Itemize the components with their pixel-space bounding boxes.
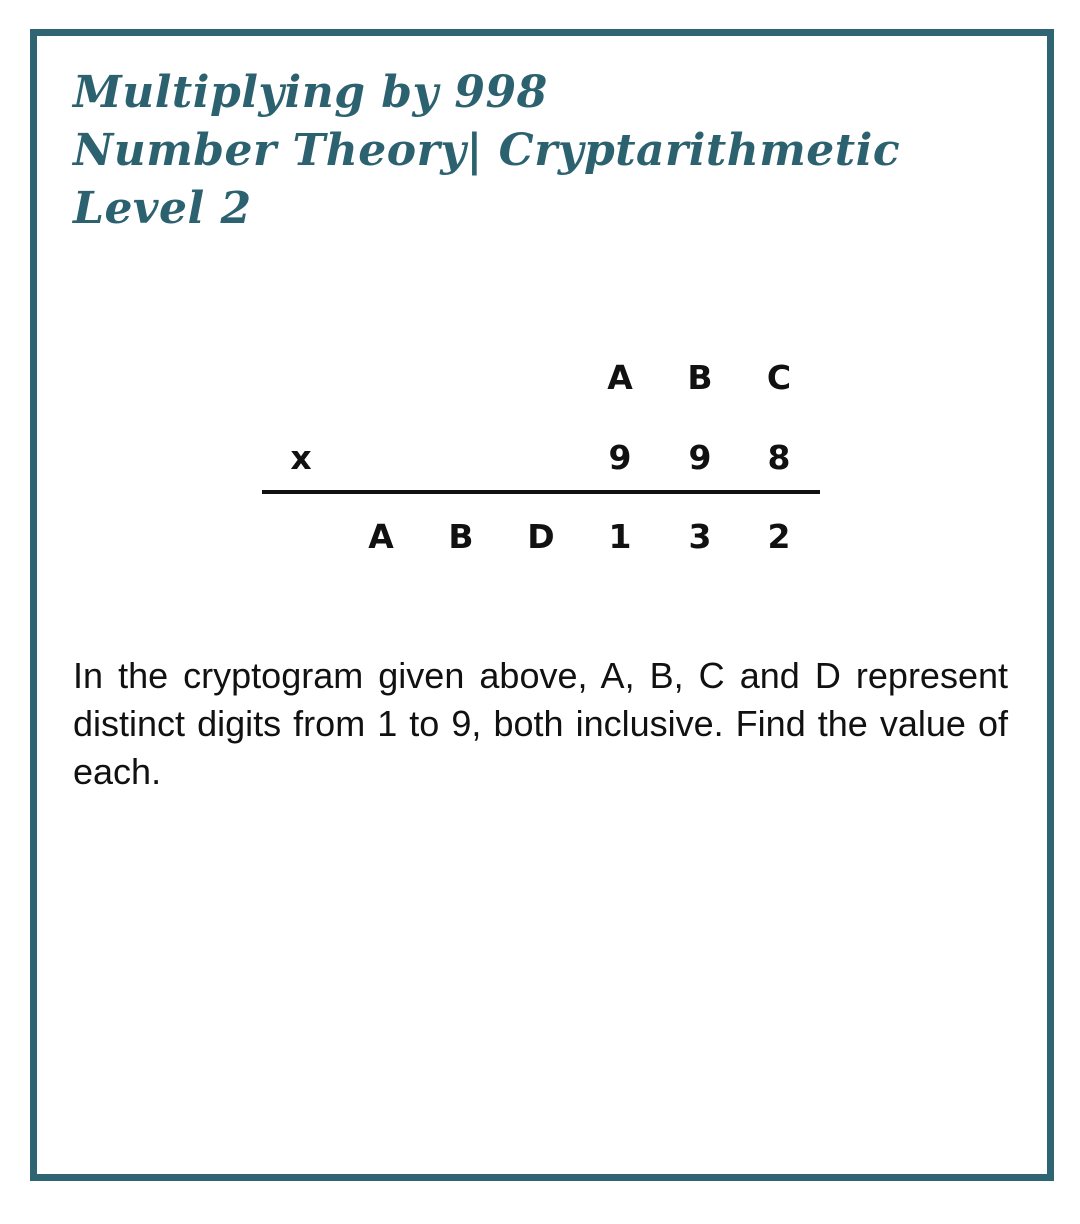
page-title: Multiplying by 998 [73, 67, 548, 118]
level-label: Level 2 [73, 183, 252, 234]
puzzle-card [30, 29, 1054, 1181]
multiplier-digit-1: 9 [608, 438, 632, 477]
product-rule-line [262, 490, 820, 494]
product-digit-3: D [527, 517, 555, 556]
product-digit-6: 2 [767, 517, 791, 556]
multiplicand-digit-2: B [687, 358, 713, 397]
multiplicand-digit-1: A [607, 358, 633, 397]
multiplicand-digit-3: C [766, 358, 792, 397]
cryptarithm [37, 36, 1047, 1174]
multiplier-digit-3: 8 [767, 438, 791, 477]
product-digit-5: 3 [688, 517, 712, 556]
topic-subtitle: Number Theory| Cryptarithmetic [73, 125, 901, 176]
product-digit-4: 1 [608, 517, 632, 556]
multiplier-digit-2: 9 [688, 438, 712, 477]
question-text: In the cryptogram given above, A, B, C and D represent distinct digits from 1 to 9, both inclusive. Find the value of each. [73, 655, 1008, 792]
product-digit-1: A [368, 517, 394, 556]
product-digit-2: B [448, 517, 474, 556]
multiply-operator: x [290, 438, 312, 477]
